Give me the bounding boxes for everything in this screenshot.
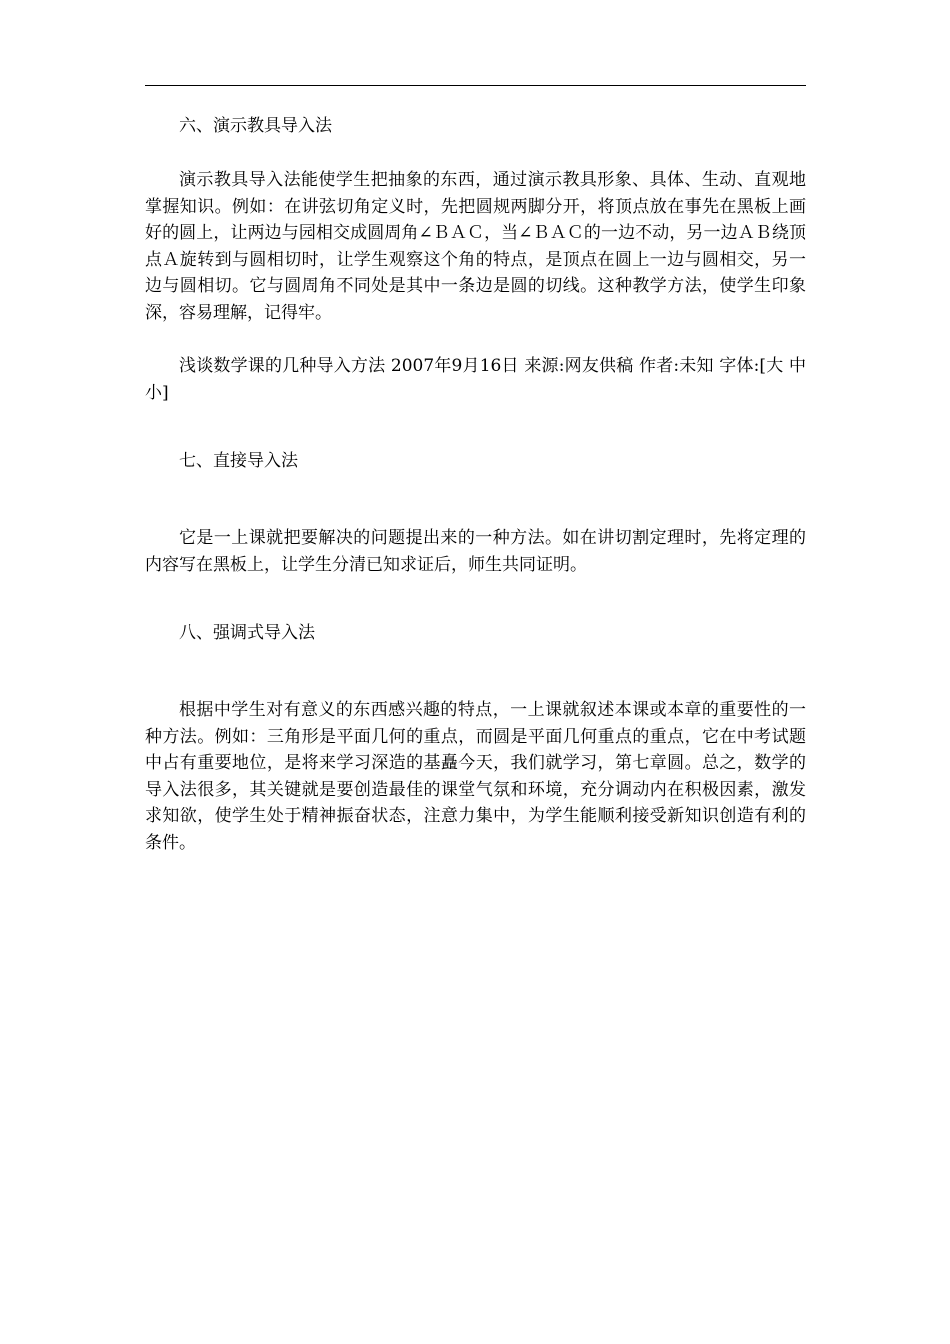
document-body (145, 114, 806, 856)
section-heading-7: 七、直接导入法 (179, 451, 298, 471)
section-heading-6: 六、演示教具导入法 (179, 116, 332, 136)
header-rule (145, 85, 806, 86)
section-heading-8: 八、强调式导入法 (179, 623, 315, 643)
section-body-6: 演示教具导入法能使学生把抽象的东西，通过演示教具形象、具体、生动、直观地掌握知识。例如：在讲弦切角定义时，先把圆规两脚分开，将顶点放在事先在黑板上画好的圆上，让两边与园相交成圆周角∠ＢＡＣ，当∠ＢＡＣ的一边不动，另一边ＡＢ绕顶点Ａ旋转到与圆相切时，让学生观察这个角的特点，是顶点在圆上一边与圆相交，另一边与圆相切。它与圆周角不同处是其中一条边是圆的切线。这种教学方法，使学生印象深，容易理解，记得牢。 (145, 170, 806, 323)
section-body-8: 根据中学生对有意义的东西感兴趣的特点，一上课就叙述本课或本章的重要性的一种方法。例如：三角形是平面几何的重点，而圆是平面几何重点的重点，它在中考试题中占有重要地位，是将来学习深造的基矗今天，我们就学习，第七章圆。总之，数学的导入法很多，其关键就是要创造最佳的课堂气氛和环境，充分调动内在积极因素，激发求知欲，使学生处于精神振奋状态，注意力集中，为学生能顺利接受新知识创造有利的条件。 (145, 700, 806, 853)
article-meta-line: 浅谈数学课的几种导入方法 2007年9月16日 来源:网友供稿 作者:未知 字体:[大 中 小] (145, 356, 806, 403)
section-body-7: 它是一上课就把要解决的问题提出来的一种方法。如在讲切割定理时，先将定理的内容写在黑板上，让学生分清已知求证后，师生共同证明。 (145, 528, 806, 575)
